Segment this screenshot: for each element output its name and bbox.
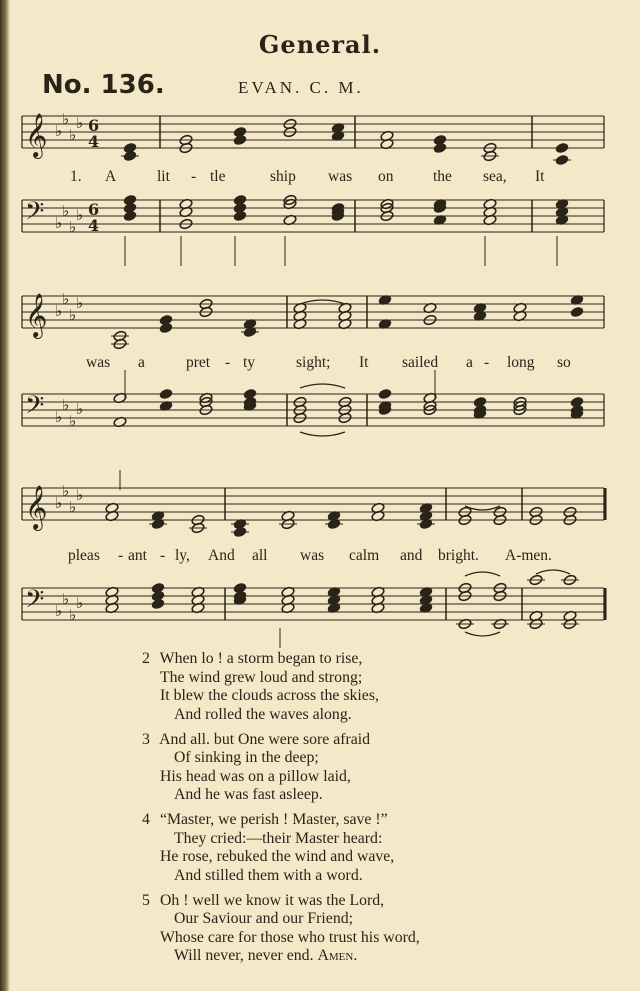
- flat-icon: ♭: [62, 482, 70, 500]
- quarter-note: [123, 150, 137, 162]
- verse-line: And he was fast asleep.: [174, 786, 323, 803]
- lyric-syllable: sight;: [296, 354, 331, 371]
- bass-clef-icon: 𝄢: [25, 391, 45, 426]
- treble-clef-icon: 𝄞: [25, 113, 48, 157]
- slur: [300, 432, 345, 436]
- lyric-syllable: tle: [210, 168, 226, 185]
- quarter-note: [123, 210, 137, 222]
- lyric-syllable: lit: [157, 168, 170, 185]
- flat-icon: ♭: [69, 306, 77, 324]
- verse-number: 3: [142, 730, 150, 748]
- verse-line: The wind grew loud and strong;: [160, 668, 363, 686]
- flat-icon: ♭: [69, 606, 77, 624]
- verses: [142, 650, 612, 972]
- verse-line: Whose care for those who trust his word,: [160, 928, 420, 946]
- lyric-syllable: and: [400, 547, 423, 564]
- slur: [300, 384, 345, 388]
- lyric-syllable: was: [300, 547, 325, 564]
- quarter-note: [378, 388, 392, 400]
- lyric-syllable: It: [535, 168, 545, 185]
- lyric-syllable: It: [359, 354, 369, 371]
- lyric-syllable: all: [252, 547, 268, 564]
- lyric-line-1: [22, 168, 612, 188]
- lyric-syllable: bright.: [438, 547, 479, 564]
- slur: [300, 300, 345, 304]
- flat-icon: ♭: [62, 110, 70, 128]
- slur: [465, 572, 500, 576]
- flat-icon: ♭: [76, 294, 84, 312]
- lyric-syllable: was: [328, 168, 353, 185]
- stanza-3: [142, 731, 612, 805]
- verse-line: And rolled the waves along.: [174, 705, 352, 723]
- lyric-syllable: sailed: [402, 354, 439, 371]
- lyric-syllable: pleas: [68, 547, 100, 564]
- lyric-line-3: [22, 547, 612, 567]
- lyric-syllable: -: [225, 354, 231, 371]
- flat-icon: ♭: [55, 494, 63, 512]
- flat-icon: ♭: [69, 126, 77, 144]
- flat-icon: ♭: [76, 400, 84, 418]
- quarter-note: [151, 598, 165, 610]
- flat-icon: ♭: [55, 122, 63, 140]
- verse-line: Will never, never end.: [174, 947, 314, 964]
- lyric-syllable: And: [208, 547, 235, 564]
- stanza-5: [142, 892, 612, 966]
- time-signature-bottom: 4: [88, 216, 100, 235]
- lyric-syllable: sea,: [483, 168, 507, 185]
- flat-icon: ♭: [55, 214, 63, 232]
- lyric-syllable: was: [86, 354, 111, 371]
- lyric-syllable: ant: [128, 547, 147, 564]
- time-signature-top: 6: [88, 200, 100, 219]
- verse-line: Of sinking in the deep;: [174, 749, 319, 766]
- verse-line: And stilled them with a word.: [174, 866, 363, 884]
- lyric-syllable: A: [105, 168, 117, 185]
- lyric-line-2: [22, 354, 612, 374]
- verse-line: His head was on a pillow laid,: [160, 767, 351, 785]
- lyric-syllable: a: [466, 354, 473, 371]
- bass-clef-icon: 𝄢: [25, 585, 45, 620]
- flat-icon: ♭: [69, 498, 77, 516]
- flat-icon: ♭: [76, 206, 84, 224]
- verse-number: 4: [142, 811, 150, 828]
- tune-name: EVAN. C. M.: [238, 78, 364, 97]
- quarter-note: [555, 154, 569, 166]
- stanza-4: [142, 811, 612, 885]
- quarter-note: [233, 526, 247, 538]
- lyric-syllable: ly,: [175, 547, 190, 564]
- quarter-note: [433, 142, 447, 154]
- flat-icon: ♭: [76, 114, 84, 132]
- lyric-syllable: A-men.: [505, 547, 552, 564]
- flat-icon: ♭: [76, 594, 84, 612]
- quarter-note: [233, 210, 247, 222]
- stanza-2: [142, 650, 612, 724]
- lyric-syllable: -: [160, 547, 166, 564]
- verse-number: 2: [142, 650, 150, 667]
- slur: [536, 570, 570, 574]
- flat-icon: ♭: [62, 290, 70, 308]
- lyric-syllable: -: [191, 168, 197, 185]
- quarter-note: [570, 306, 584, 318]
- lyric-syllable: -: [484, 354, 490, 371]
- verse-line: It blew the clouds across the skies,: [160, 687, 379, 704]
- verse-line: Our Saviour and our Friend;: [174, 910, 354, 927]
- quarter-note: [233, 134, 247, 146]
- quarter-note: [159, 322, 173, 334]
- bass-clef-icon: 𝄢: [25, 197, 45, 232]
- flat-icon: ♭: [55, 302, 63, 320]
- lyric-syllable: the: [433, 168, 452, 185]
- quarter-note: [159, 388, 173, 400]
- lyric-syllable: ship: [270, 168, 296, 185]
- flat-icon: ♭: [55, 602, 63, 620]
- lyric-syllable: on: [378, 168, 394, 185]
- verse-number: 5: [142, 891, 150, 909]
- quarter-note: [555, 142, 569, 154]
- time-signature-top: 6: [88, 116, 100, 135]
- time-signature-bottom: 4: [88, 132, 100, 151]
- lyric-syllable: ty: [243, 354, 256, 371]
- lyric-syllable: so: [557, 354, 571, 371]
- slur: [465, 632, 500, 636]
- verse-line: Oh ! well we know it was the Lord,: [159, 891, 385, 909]
- flat-icon: ♭: [62, 202, 70, 220]
- hymn-number: No. 136.: [42, 70, 165, 100]
- verse-line: And all. but One were sore afraid: [159, 730, 371, 748]
- flat-icon: ♭: [62, 590, 70, 608]
- lyric-syllable: long: [507, 354, 535, 371]
- treble-clef-icon: 𝄞: [25, 485, 48, 529]
- flat-icon: ♭: [55, 408, 63, 426]
- closing-amen: Amen.: [317, 947, 358, 964]
- verse-line: He rose, rebuked the wind and wave,: [160, 848, 395, 865]
- lyric-syllable: -: [118, 547, 124, 564]
- treble-clef-icon: 𝄞: [25, 293, 48, 337]
- verse-line: “Master, we perish ! Master, save !”: [159, 811, 388, 828]
- lyric-syllable: a: [138, 354, 145, 371]
- flat-icon: ♭: [69, 412, 77, 430]
- flat-icon: ♭: [76, 486, 84, 504]
- lyric-syllable: pret: [186, 354, 211, 371]
- section-title: General.: [258, 30, 382, 59]
- flat-icon: ♭: [69, 218, 77, 236]
- verse-line: When lo ! a storm began to rise,: [159, 650, 363, 667]
- lyric-syllable: calm: [349, 547, 380, 564]
- verse-line: They cried:—their Master heard:: [174, 829, 383, 847]
- lyric-syllable: 1.: [70, 168, 82, 185]
- flat-icon: ♭: [62, 396, 70, 414]
